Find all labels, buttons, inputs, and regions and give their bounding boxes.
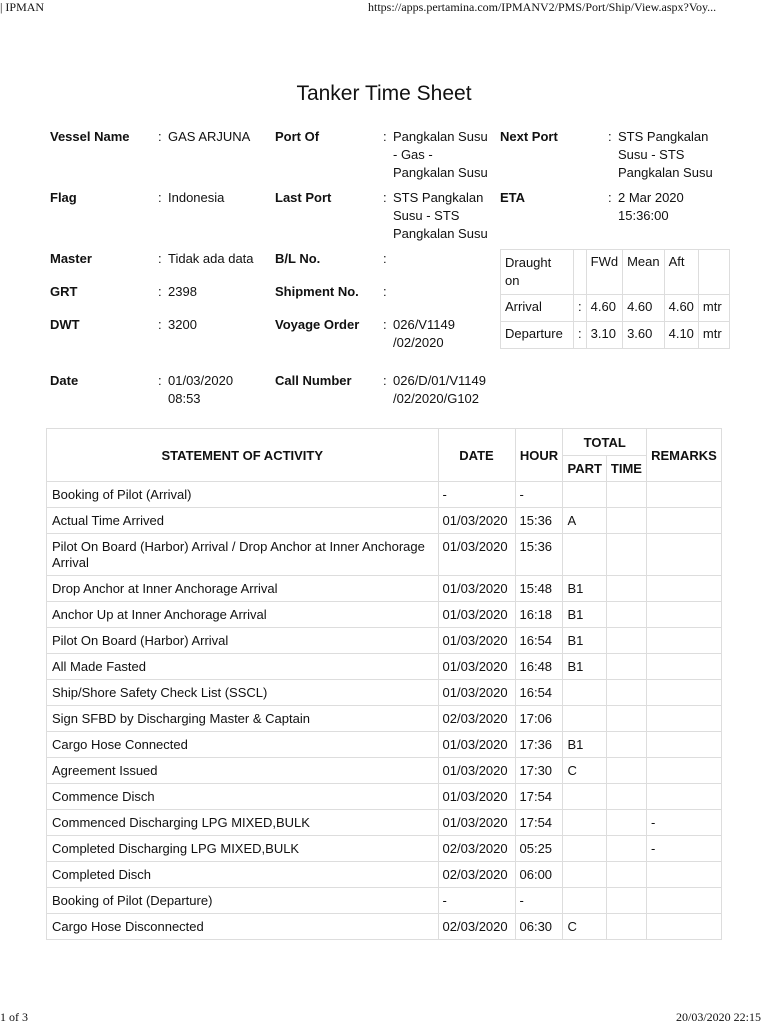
table-row <box>47 862 722 888</box>
activity-remarks-cell <box>646 534 721 576</box>
activity-activity-cell: Cargo Hose Disconnected <box>47 914 439 940</box>
draught-row-label: Departure <box>501 322 574 349</box>
activity-activity-cell: Ship/Shore Safety Check List (SSCL) <box>47 680 439 706</box>
activity-remarks-cell <box>646 784 721 810</box>
activity-date-cell: 01/03/2020 <box>438 680 515 706</box>
total-header: TOTAL <box>563 429 647 456</box>
activity-remarks-cell <box>646 862 721 888</box>
next-port-line: Susu - STS <box>618 147 685 162</box>
shipment-colon: : <box>383 284 387 299</box>
grt-label: GRT <box>50 284 78 299</box>
dwt-label: DWT <box>50 317 80 332</box>
activity-remarks-cell <box>646 680 721 706</box>
date-header: DATE <box>438 429 515 482</box>
master-label: Master <box>50 251 92 266</box>
port-of-line: Pangkalan Susu <box>393 165 488 180</box>
activity-hour-cell: 16:48 <box>515 654 563 680</box>
activity-date-cell: - <box>438 888 515 914</box>
page-number: 1 of 3 <box>0 1010 28 1024</box>
activity-date-cell: 01/03/2020 <box>438 810 515 836</box>
bl-label: B/L No. <box>275 251 321 266</box>
table-row <box>47 508 722 534</box>
grt-colon: : <box>158 284 162 299</box>
activity-remarks-cell: - <box>646 810 721 836</box>
activity-activity-cell: Booking of Pilot (Departure) <box>47 888 439 914</box>
last-port-line: Pangkalan Susu <box>393 226 488 241</box>
shipment-label: Shipment No. <box>275 284 359 299</box>
next-port-value <box>618 128 713 182</box>
draught-row-fwd: 4.60 <box>586 295 622 322</box>
activity-time-cell <box>606 628 646 654</box>
activity-part-cell <box>563 482 606 508</box>
activity-date-cell: 02/03/2020 <box>438 862 515 888</box>
activity-date-cell: 01/03/2020 <box>438 732 515 758</box>
last-port-label: Last Port <box>275 190 332 205</box>
draught-row-unit: mtr <box>698 295 729 322</box>
date-line: 01/03/2020 <box>168 373 234 388</box>
activity-remarks-cell <box>646 576 721 602</box>
activity-remarks-cell <box>646 654 721 680</box>
activity-date-cell: 01/03/2020 <box>438 758 515 784</box>
activity-remarks-cell <box>646 758 721 784</box>
port-of-line: Pangkalan Susu <box>393 129 488 144</box>
activity-hour-cell: 17:06 <box>515 706 563 732</box>
activity-activity-cell: All Made Fasted <box>47 654 439 680</box>
draught-row-aft: 4.60 <box>664 295 698 322</box>
activity-time-cell <box>606 654 646 680</box>
activity-activity-cell: Anchor Up at Inner Anchorage Arrival <box>47 602 439 628</box>
activity-remarks-cell <box>646 732 721 758</box>
draught-row <box>501 295 730 322</box>
draught-aft-header: Aft <box>664 250 698 295</box>
vessel-name-value: GAS ARJUNA <box>168 129 251 144</box>
table-row <box>47 482 722 508</box>
activity-time-cell <box>606 602 646 628</box>
draught-row-label: Arrival <box>501 295 574 322</box>
activity-date-cell: 02/03/2020 <box>438 914 515 940</box>
activity-part-cell <box>563 888 606 914</box>
activity-activity-cell: Pilot On Board (Harbor) Arrival / Drop Anchor at Inner Anchorage Arrival <box>47 534 439 576</box>
next-port-label: Next Port <box>500 129 558 144</box>
draught-colon-header <box>574 250 587 295</box>
draught-row-aft: 4.10 <box>664 322 698 349</box>
call-number-label: Call Number <box>275 373 352 388</box>
activity-time-cell <box>606 836 646 862</box>
draught-unit-header <box>698 250 729 295</box>
activity-activity-cell: Booking of Pilot (Arrival) <box>47 482 439 508</box>
activity-part-cell <box>563 836 606 862</box>
time-header: TIME <box>606 456 646 482</box>
voyage-value <box>393 316 455 352</box>
hour-header: HOUR <box>515 429 563 482</box>
table-row <box>47 810 722 836</box>
flag-colon: : <box>158 190 162 205</box>
page-title: Tanker Time Sheet <box>296 82 472 105</box>
table-row <box>47 732 722 758</box>
eta-label: ETA <box>500 190 526 205</box>
draught-row <box>501 322 730 349</box>
activity-time-cell <box>606 810 646 836</box>
draught-table <box>500 249 730 349</box>
activity-date-cell: 01/03/2020 <box>438 508 515 534</box>
activity-date-cell: 01/03/2020 <box>438 602 515 628</box>
voyage-line: 026/V1149 <box>393 317 455 332</box>
table-row <box>47 680 722 706</box>
vessel-name-colon: : <box>158 129 162 144</box>
activity-hour-cell: 15:36 <box>515 534 563 576</box>
activity-time-cell <box>606 534 646 576</box>
next-port-line: Pangkalan Susu <box>618 165 713 180</box>
page-header-title: | IPMAN <box>0 0 45 14</box>
activity-part-cell: B1 <box>563 654 606 680</box>
activity-part-cell: A <box>563 508 606 534</box>
vessel-name-label: Vessel Name <box>50 129 130 144</box>
last-port-colon: : <box>383 190 387 205</box>
activity-activity-cell: Completed Disch <box>47 862 439 888</box>
eta-colon: : <box>608 190 612 205</box>
table-row <box>47 784 722 810</box>
table-row <box>47 706 722 732</box>
activity-part-cell: B1 <box>563 732 606 758</box>
activity-part-cell <box>563 810 606 836</box>
table-row <box>47 602 722 628</box>
grt-value: 2398 <box>168 284 197 299</box>
activity-date-cell: 02/03/2020 <box>438 706 515 732</box>
activity-date-cell: 01/03/2020 <box>438 534 515 576</box>
eta-line: 15:36:00 <box>618 208 669 223</box>
part-header: PART <box>563 456 606 482</box>
activity-time-cell <box>606 862 646 888</box>
remarks-header: REMARKS <box>646 429 721 482</box>
activity-activity-cell: Pilot On Board (Harbor) Arrival <box>47 628 439 654</box>
activity-table <box>46 428 722 940</box>
activity-activity-cell: Drop Anchor at Inner Anchorage Arrival <box>47 576 439 602</box>
call-number-colon: : <box>383 373 387 388</box>
activity-part-cell: B1 <box>563 628 606 654</box>
activity-time-cell <box>606 732 646 758</box>
voyage-line: /02/2020 <box>393 335 444 350</box>
eta-value <box>618 189 684 225</box>
activity-part-cell: B1 <box>563 576 606 602</box>
port-of-value <box>393 128 488 182</box>
activity-time-cell <box>606 784 646 810</box>
print-timestamp: 20/03/2020 22:15 <box>676 1010 762 1024</box>
activity-time-cell <box>606 482 646 508</box>
next-port-colon: : <box>608 129 612 144</box>
activity-hour-cell: 16:54 <box>515 628 563 654</box>
draught-row-colon: : <box>574 322 587 349</box>
statement-header: STATEMENT OF ACTIVITY <box>47 429 439 482</box>
activity-hour-cell: - <box>515 888 563 914</box>
draught-header-row <box>501 250 730 295</box>
activity-body <box>47 482 722 940</box>
activity-hour-cell: 06:00 <box>515 862 563 888</box>
activity-hour-cell: 17:30 <box>515 758 563 784</box>
table-row <box>47 836 722 862</box>
activity-hour-cell: 16:54 <box>515 680 563 706</box>
activity-activity-cell: Agreement Issued <box>47 758 439 784</box>
activity-part-cell <box>563 784 606 810</box>
activity-time-cell <box>606 914 646 940</box>
activity-part-cell: B1 <box>563 602 606 628</box>
bl-colon: : <box>383 251 387 266</box>
draught-row-colon: : <box>574 295 587 322</box>
activity-remarks-cell <box>646 508 721 534</box>
flag-label: Flag <box>50 190 77 205</box>
activity-activity-cell: Commenced Discharging LPG MIXED,BULK <box>47 810 439 836</box>
table-row <box>47 654 722 680</box>
activity-part-cell <box>563 534 606 576</box>
activity-part-cell: C <box>563 758 606 784</box>
activity-header-row <box>47 429 722 456</box>
dwt-value: 3200 <box>168 317 197 332</box>
last-port-line: Susu - STS <box>393 208 460 223</box>
port-of-line: - Gas - <box>393 147 433 162</box>
activity-date-cell: - <box>438 482 515 508</box>
activity-date-cell: 01/03/2020 <box>438 654 515 680</box>
table-row <box>47 888 722 914</box>
activity-remarks-cell <box>646 706 721 732</box>
voyage-label: Voyage Order <box>275 317 360 332</box>
next-port-line: STS Pangkalan <box>618 129 709 144</box>
activity-remarks-cell <box>646 888 721 914</box>
activity-hour-cell: 17:54 <box>515 810 563 836</box>
draught-row-mean: 3.60 <box>623 322 665 349</box>
call-number-line: /02/2020/G102 <box>393 391 480 406</box>
table-row <box>47 534 722 576</box>
activity-hour-cell: 15:48 <box>515 576 563 602</box>
date-value <box>168 372 233 408</box>
activity-remarks-cell <box>646 628 721 654</box>
activity-activity-cell: Commence Disch <box>47 784 439 810</box>
draught-row-unit: mtr <box>698 322 729 349</box>
draught-mean-header: Mean <box>623 250 665 295</box>
port-of-label: Port Of <box>275 129 320 144</box>
draught-fwd-header: FWd <box>586 250 622 295</box>
date-label: Date <box>50 373 79 388</box>
voyage-colon: : <box>383 317 387 332</box>
activity-activity-cell: Completed Discharging LPG MIXED,BULK <box>47 836 439 862</box>
dwt-colon: : <box>158 317 162 332</box>
activity-remarks-cell <box>646 482 721 508</box>
activity-time-cell <box>606 508 646 534</box>
activity-activity-cell: Cargo Hose Connected <box>47 732 439 758</box>
activity-activity-cell: Sign SFBD by Discharging Master & Captain <box>47 706 439 732</box>
draught-label: Draught on <box>501 250 574 295</box>
activity-hour-cell: 06:30 <box>515 914 563 940</box>
flag-value: Indonesia <box>168 190 225 205</box>
table-row <box>47 576 722 602</box>
date-colon: : <box>158 373 162 388</box>
activity-part-cell <box>563 862 606 888</box>
activity-hour-cell: 15:36 <box>515 508 563 534</box>
activity-hour-cell: - <box>515 482 563 508</box>
activity-date-cell: 01/03/2020 <box>438 784 515 810</box>
call-number-value <box>393 372 486 408</box>
activity-part-cell <box>563 680 606 706</box>
activity-time-cell <box>606 680 646 706</box>
activity-part-cell <box>563 706 606 732</box>
table-row <box>47 758 722 784</box>
activity-remarks-cell <box>646 602 721 628</box>
activity-time-cell <box>606 888 646 914</box>
activity-date-cell: 01/03/2020 <box>438 576 515 602</box>
activity-hour-cell: 05:25 <box>515 836 563 862</box>
page-header-url: https://apps.pertamina.com/IPMANV2/PMS/Port/Ship/View.aspx?Voy... <box>368 0 717 14</box>
eta-line: 2 Mar 2020 <box>618 190 684 205</box>
activity-date-cell: 01/03/2020 <box>438 628 515 654</box>
draught-row-fwd: 3.10 <box>586 322 622 349</box>
last-port-line: STS Pangkalan <box>393 190 484 205</box>
activity-hour-cell: 16:18 <box>515 602 563 628</box>
activity-time-cell <box>606 706 646 732</box>
date-line: 08:53 <box>168 391 201 406</box>
call-number-line: 026/D/01/V1149 <box>393 373 486 388</box>
activity-remarks-cell: - <box>646 836 721 862</box>
activity-hour-cell: 17:36 <box>515 732 563 758</box>
master-colon: : <box>158 251 162 266</box>
port-of-colon: : <box>383 129 387 144</box>
table-row <box>47 628 722 654</box>
activity-date-cell: 02/03/2020 <box>438 836 515 862</box>
draught-row-mean: 4.60 <box>623 295 665 322</box>
activity-time-cell <box>606 758 646 784</box>
activity-hour-cell: 17:54 <box>515 784 563 810</box>
activity-remarks-cell <box>646 914 721 940</box>
last-port-value <box>393 189 488 243</box>
activity-time-cell <box>606 576 646 602</box>
activity-activity-cell: Actual Time Arrived <box>47 508 439 534</box>
master-value: Tidak ada data <box>168 251 254 266</box>
table-row <box>47 914 722 940</box>
activity-part-cell: C <box>563 914 606 940</box>
